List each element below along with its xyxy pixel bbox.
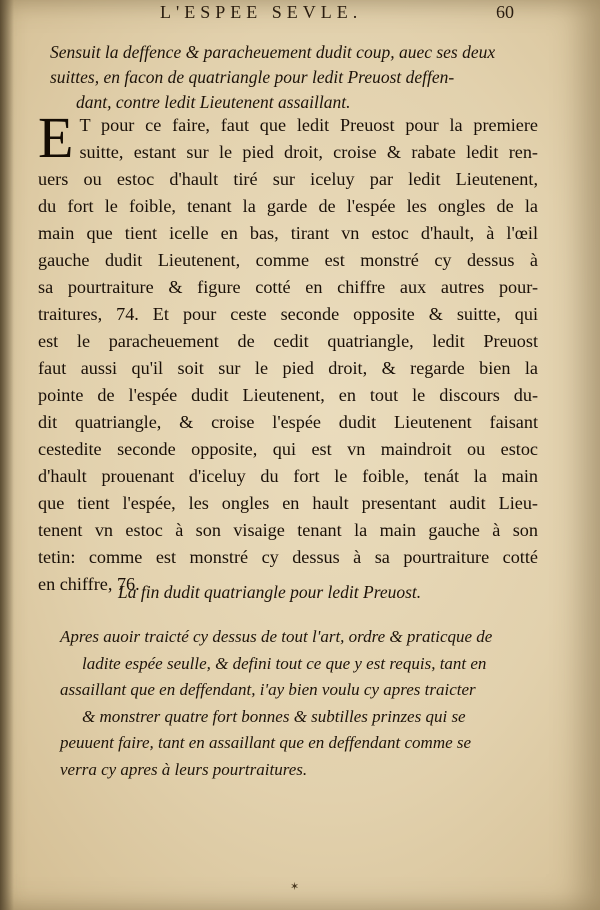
- heading-line: dant, contre ledit Lieutenent assaillant.: [76, 92, 351, 112]
- note-line: Apres auoir traicté cy dessus de tout l'art, ordre & praticque de: [60, 627, 493, 646]
- body-line: traitures, 74. Et pour ceste seconde opposite & suitte, qui: [38, 304, 538, 324]
- body-line: main que tient icelle en bas, tirant vn estoc d'hault, à l'œil: [38, 223, 538, 243]
- drop-cap: E: [38, 105, 74, 170]
- body-line: gauche dudit Lieutenent, comme est monstré cy dessus à: [38, 250, 538, 270]
- heading-line: suittes, en facon de quatriangle pour ledit Preuost deffen-: [50, 67, 455, 87]
- closing-line: La fin dudit quatriangle pour ledit Preuost.: [118, 582, 422, 602]
- note-line: verra cy apres à leurs pourtraitures.: [60, 759, 308, 779]
- body-line: tenent vn estoc à son visaige tenant la main gauche à son: [38, 520, 538, 540]
- body-line: suitte, estant sur le pied droit, croise & rabate ledit ren-: [79, 142, 538, 162]
- page-spine-shadow: [0, 0, 14, 910]
- body-line: uers ou estoc d'hault tiré sur iceluy par ledit Lieutenent,: [38, 169, 538, 189]
- body-line: T pour ce faire, faut que ledit Preuost pour la premiere: [79, 115, 538, 135]
- page-number: 60: [496, 2, 514, 22]
- body-paragraph: [38, 105, 538, 598]
- body-line: cestedite seconde opposite, qui est vn maindroit ou estoc: [38, 439, 538, 459]
- section-heading: [50, 40, 570, 115]
- note-line: peuuent faire, tant en assaillant que en deffendant comme se: [60, 733, 472, 752]
- body-line: est le paracheuement de cedit quatriangle, ledit Preuost: [38, 331, 538, 351]
- body-line: en chiffre, 76.: [38, 574, 140, 594]
- note-line: ladite espée seulle, & defini tout ce que y est requis, tant en: [82, 653, 487, 673]
- closing-note: [60, 624, 540, 783]
- heading-line: Sensuit la deffence & paracheuement dudit coup, auec ses deux: [50, 42, 496, 62]
- ornament-mark: ✶: [290, 880, 300, 893]
- running-head: L'ESPEE SEVLE.: [160, 2, 363, 22]
- note-line: assaillant que en deffendant, i'ay bien voulu cy apres traicter: [60, 680, 476, 699]
- body-line: tetin: comme est monstré cy dessus à sa pourtraiture cotté: [38, 547, 538, 567]
- body-line: d'hault prouenant d'iceluy du fort le foible, tenát la main: [38, 466, 538, 486]
- body-line: sa pourtraiture & figure cotté en chiffre aux autres pour-: [38, 277, 538, 297]
- body-line: pointe de l'espée dudit Lieutenent, en tout le discours du-: [38, 385, 538, 405]
- body-line: du fort le foible, tenant la garde de l'espée les ongles de la: [38, 196, 538, 216]
- body-line: que tient l'espée, les ongles en hault presentant audit Lieu-: [38, 493, 538, 513]
- body-line: faut aussi qu'il soit sur le pied droit, & regarde bien la: [38, 358, 538, 378]
- body-line: dit quatriangle, & croise l'espée dudit Lieutenent faisant: [38, 412, 538, 432]
- note-line: & monstrer quatre fort bonnes & subtilles prinzes qui se: [82, 706, 466, 726]
